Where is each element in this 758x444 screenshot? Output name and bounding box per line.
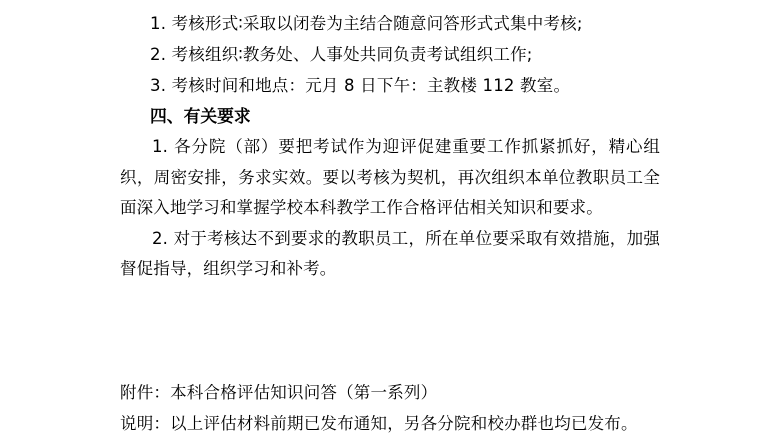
paragraph-1: 1. 各分院（部）要把考试作为迎评促建重要工作抓紧抓好，精心组织，周密安排，务求实效。要以考核为契机，再次组织本单位教职员工全面深入地学习和掌握学校本科教学工作合格评估相关知识和要求。 [120, 137, 660, 217]
numbered-item-3: 3. 考核时间和地点：元月 8 日下午：主教楼 112 教室。 [150, 76, 571, 95]
attachment-line: 附件：本科合格评估知识问答（第一系列） [120, 383, 438, 402]
document-body [120, 8, 660, 285]
paragraph-2: 2. 对于考核达不到要求的教职员工，所在单位要采取有效措施，加强督促指导，组织学习和补考。 [120, 228, 660, 278]
section-heading: 四、有关要求 [150, 106, 251, 126]
note-line: 说明：以上评估材料前期已发布通知，另各分院和校办群也均已发布。 [120, 414, 638, 433]
numbered-item-1: 1. 考核形式∶采取以闭卷为主结合随意问答形式式集中考核; [150, 14, 583, 33]
numbered-item-2: 2. 考核组织∶教务处、人事处共同负责考试组织工作; [150, 45, 533, 64]
document-footer [120, 377, 680, 439]
